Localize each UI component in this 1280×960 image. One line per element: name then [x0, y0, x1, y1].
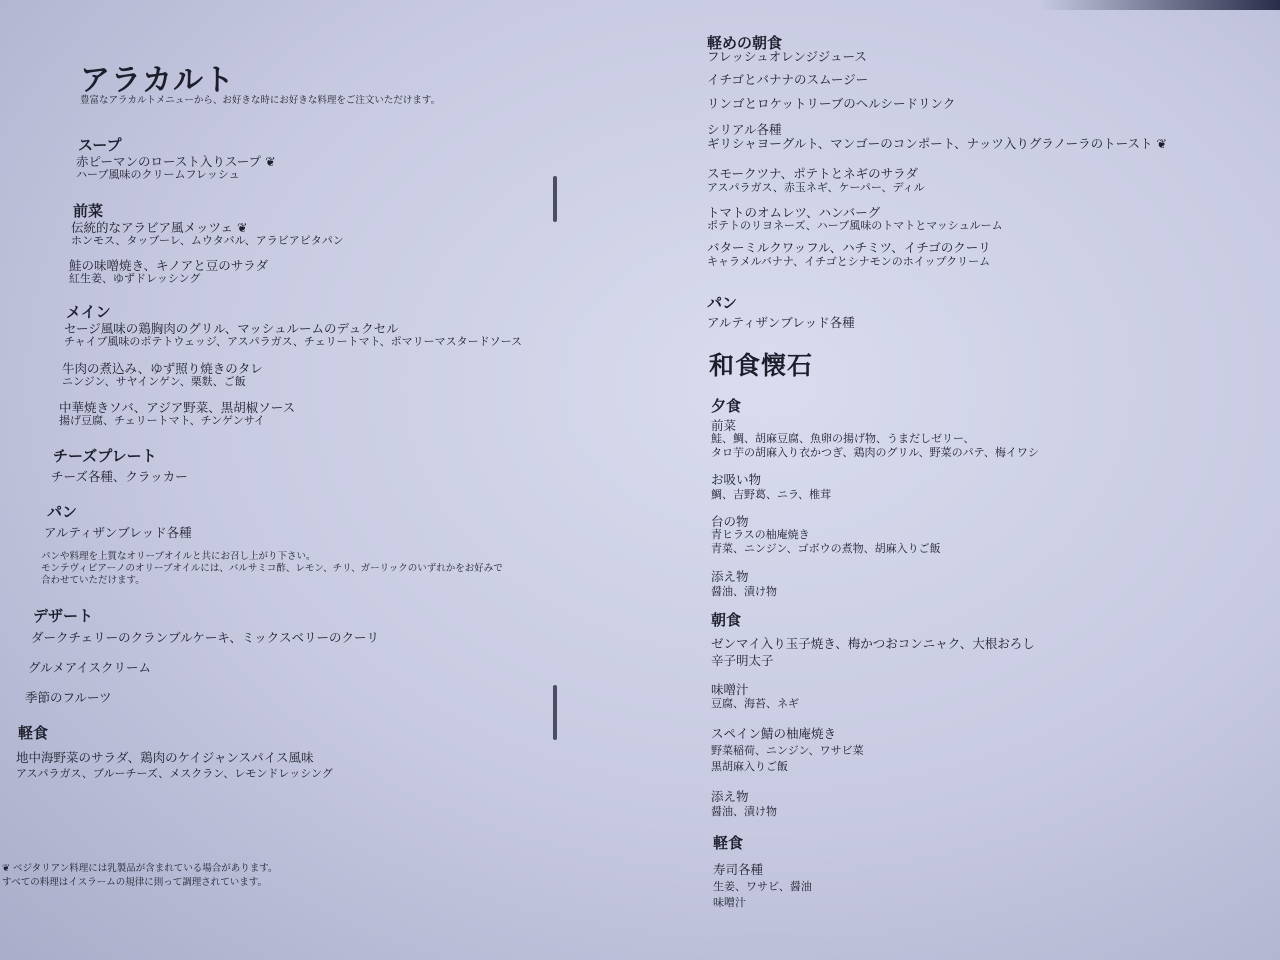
bread-note: モンテヴィビアーノのオリーブオイルには、バルサミコ酢、レモン、チリ、ガーリックのいずれかをお好みで [41, 563, 503, 574]
section-heading-dessert: デザート [33, 607, 94, 625]
bread-note: 合わせていただけます。 [41, 575, 145, 586]
section-heading-light: 軽食 [18, 724, 49, 742]
menu-item-desc: チャイブ風味のポテトウェッジ、アスパラガス、チェリートマト、ポマリーマスタードソース [64, 335, 523, 348]
menu-item: 地中海野菜のサラダ、鶏肉のケイジャンスパイス風味 [16, 750, 314, 765]
menu-item: 寿司各種 [713, 862, 764, 877]
menu-item: イチゴとバナナのスムージー [707, 72, 869, 87]
course-label: 添え物 [711, 789, 749, 804]
menu-item: チーズ各種、クラッカー [51, 469, 188, 484]
menu-item-desc: 生姜、ワサビ、醤油 [713, 880, 812, 893]
menu-item-desc: ハーブ風味のクリームフレッシュ [76, 168, 240, 181]
kaiseki-title: 和食懐石 [709, 351, 814, 380]
bread-note: パンや料理を上質なオリーブオイルと共にお召し上がり下さい。 [41, 551, 316, 562]
menu-item: ギリシャヨーグルト、マンゴーのコンポート、ナッツ入りグラノーラのトースト ❦ [707, 136, 1167, 151]
menu-item: トマトのオムレツ、ハンバーグ [707, 205, 881, 220]
section-heading-breakfast-jp: 朝食 [711, 611, 742, 629]
menu-item: 辛子明太子 [711, 653, 774, 668]
course-label: スペイン鯖の柚庵焼き [711, 726, 837, 741]
section-heading-breakfast: 軽めの朝食 [707, 34, 783, 52]
menu-item: アルティザンブレッド各種 [44, 525, 192, 540]
course-label: 添え物 [711, 569, 749, 584]
menu-item-desc: 黒胡麻入りご飯 [711, 760, 788, 773]
page-edge-shadow [1040, 0, 1280, 10]
menu-item: 赤ピーマンのロースト入りスープ ❦ [76, 154, 276, 169]
menu-item: 伝統的なアラビア風メッツェ ❦ [71, 220, 248, 235]
section-heading-dinner: 夕食 [711, 397, 742, 415]
section-heading-soup: スープ [78, 136, 122, 154]
menu-item: スモークツナ、ポテトとネギのサラダ [707, 166, 919, 181]
menu-item-desc: 揚げ豆腐、チェリートマト、チンゲンサイ [59, 414, 265, 427]
intro-text: 豊富なアラカルトメニューから、お好きな時にお好きな料理をご注文いただけます。 [80, 95, 441, 106]
menu-item: グルメアイスクリーム [28, 660, 152, 675]
menu-item-desc: 鮭、鯛、胡麻豆腐、魚卵の揚げ物、うまだしゼリー、 [711, 432, 975, 445]
menu-item-desc: ポテトのリヨネーズ、ハーブ風味のトマトとマッシュルーム [707, 219, 1003, 232]
menu-item: 季節のフルーツ [25, 690, 112, 705]
menu-item-desc: キャラメルバナナ、イチゴとシナモンのホイップクリーム [707, 255, 991, 268]
section-heading-main: メイン [66, 303, 111, 321]
menu-item: バターミルクワッフル、ハチミツ、イチゴのクーリ [707, 240, 991, 255]
section-heading-bread-right: パン [707, 294, 738, 312]
menu-item: シリアル各種 [707, 122, 782, 137]
course-label: 台の物 [711, 514, 749, 529]
menu-item-desc: 鯛、吉野葛、ニラ、椎茸 [711, 488, 832, 501]
menu-item: セージ風味の鶏胸肉のグリル、マッシュルームのデュクセル [64, 321, 399, 336]
menu-item-desc: アスパラガス、赤玉ネギ、ケーパー、ディル [707, 181, 925, 194]
section-heading-cheese: チーズプレート [53, 447, 157, 465]
staple-bottom [553, 685, 557, 740]
course-label: 味噌汁 [711, 682, 749, 697]
menu-item-desc: 野菜稲荷、ニンジン、ワサビ菜 [711, 744, 864, 757]
course-label: お吸い物 [711, 472, 762, 487]
left-page [0, 0, 560, 960]
footnote: ❦ ベジタリアン料理には乳製品が含まれている場合があります。 [2, 863, 278, 874]
menu-item-desc: 紅生姜、ゆずドレッシング [69, 272, 201, 285]
section-heading-starter: 前菜 [73, 202, 104, 220]
menu-item: ゼンマイ入り玉子焼き、梅かつおコンニャク、大根おろし [711, 636, 1035, 651]
menu-item-desc: ホンモス、タッブーレ、ムウタバル、アラビアピタパン [71, 234, 344, 247]
menu-item: ダークチェリーのクランブルケーキ、ミックスベリーのクーリ [31, 630, 380, 645]
section-heading-bread: パン [47, 503, 78, 521]
menu-item: 中華焼きソバ、アジア野菜、黒胡椒ソース [59, 400, 296, 415]
menu-item-desc: 醤油、漬け物 [711, 805, 777, 818]
menu-item-desc: 豆腐、海苔、ネギ [711, 697, 799, 710]
right-page [560, 0, 1280, 960]
page-title: アラカルト [80, 63, 235, 98]
menu-item: リンゴとロケットリーブのヘルシードリンク [707, 96, 956, 111]
section-heading-light-jp: 軽食 [713, 834, 744, 852]
staple-top [553, 176, 557, 222]
menu-item-desc: 青ヒラスの柚庵焼き [711, 528, 810, 541]
menu-item-desc: 醤油、漬け物 [711, 585, 777, 598]
footnote: すべての料理はイスラームの規律に則って調理されています。 [2, 877, 267, 888]
menu-item-desc: 味噌汁 [713, 896, 746, 909]
menu-item: アルティザンブレッド各種 [707, 315, 855, 330]
menu-item-desc: ニンジン、サヤインゲン、栗麩、ご飯 [62, 375, 246, 388]
menu-item-desc: タロ芋の胡麻入り衣かつぎ、鶏肉のグリル、野菜のパテ、梅イワシ [711, 446, 1039, 459]
menu-item-desc: 青菜、ニンジン、ゴボウの煮物、胡麻入りご飯 [711, 542, 941, 555]
course-label: 前菜 [711, 418, 737, 433]
menu-item: 牛肉の煮込み、ゆず照り焼きのタレ [62, 361, 263, 376]
menu-item-desc: アスパラガス、ブルーチーズ、メスクラン、レモンドレッシング [16, 767, 333, 780]
menu-item: フレッシュオレンジジュース [707, 49, 867, 64]
menu-item: 鮭の味噌焼き、キノアと豆のサラダ [69, 258, 269, 273]
